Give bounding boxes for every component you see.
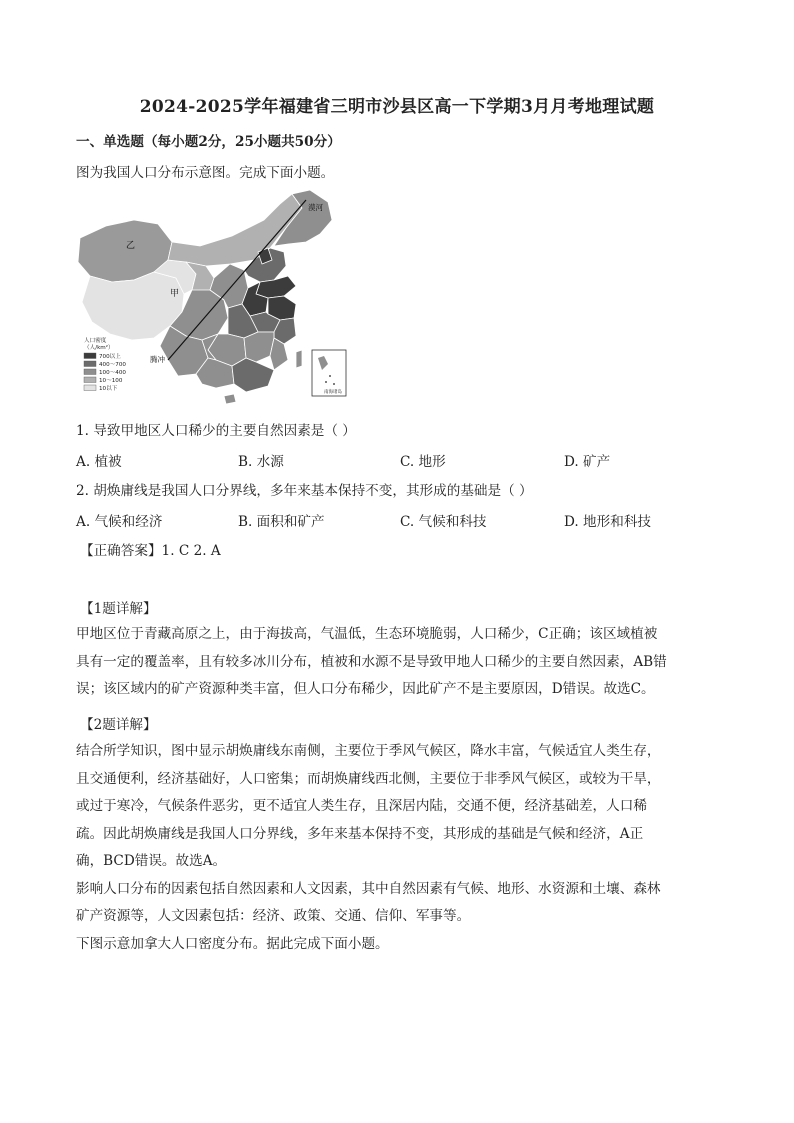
legend-label: 100～400 (99, 370, 126, 376)
legend-swatch (84, 353, 96, 359)
explain-2-body (76, 738, 718, 958)
legend-swatch (84, 369, 96, 375)
region-hainan (224, 394, 236, 404)
explain-1-line: 误；该区域内的矿产资源种类丰富，但人口分布稀少，因此矿产不是主要原因，D错误。故选C。 (76, 681, 655, 697)
explain-2-line: 确，BCD错误。故选A。 (76, 853, 227, 869)
question-1-option-b[interactable]: B. 水源 (238, 454, 284, 470)
explain-2-line: 下图示意加拿大人口密度分布。据此完成下面小题。 (76, 935, 389, 952)
label-tengchong: 腾冲 (150, 355, 165, 364)
region-taiwan (296, 350, 302, 368)
legend-swatch (84, 377, 96, 383)
question-2-stem: 2. 胡焕庸线是我国人口分界线，多年来基本保持不变，其形成的基础是（ ） (76, 483, 533, 499)
explain-1-body (76, 621, 718, 704)
map-legend (84, 336, 126, 392)
question-1-option-d[interactable]: D. 矿产 (564, 454, 611, 470)
label-heihe: 漠河 (308, 203, 323, 212)
region-guangdong (232, 358, 274, 392)
question-1-option-a[interactable]: A. 植被 (76, 454, 122, 470)
intro-text: 图为我国人口分布示意图。完成下面小题。 (76, 165, 335, 181)
label-yi: 乙 (126, 241, 136, 251)
legend-unit: （人/km²） (84, 345, 114, 351)
answer-line: 【正确答案】1. C 2. A (80, 543, 221, 559)
legend-label: 700以上 (99, 354, 121, 360)
explain-2-line: 疏。因此胡焕庸线是我国人口分界线，多年来基本保持不变，其形成的基础是气候和经济，A正 (76, 825, 644, 842)
section-heading: 一、单选题（每小题2分，25小题共50分） (76, 134, 341, 150)
question-1-option-c[interactable]: C. 地形 (400, 454, 446, 470)
question-1-stem: 1. 导致甲地区人口稀少的主要自然因素是（ ） (76, 423, 356, 439)
page-title: 2024-2025学年福建省三明市沙县区高一下学期3月月考地理试题 (139, 97, 655, 117)
label-jia: 甲 (170, 289, 180, 299)
explain-2-line: 影响人口分布的因素包括自然因素和人文因素，其中自然因素有气候、地形、水资源和土壤、森林 (76, 880, 661, 897)
legend-label: 400～700 (99, 362, 126, 368)
china-population-map (74, 190, 360, 408)
legend-swatch (84, 385, 96, 391)
question-2-option-a[interactable]: A. 气候和经济 (76, 514, 163, 530)
explain-2-heading: 【2题详解】 (80, 717, 157, 733)
region-jiangxi (244, 332, 274, 362)
question-2-option-b[interactable]: B. 面积和矿产 (238, 514, 325, 530)
explain-1-heading: 【1题详解】 (80, 601, 157, 617)
legend-label: 10以下 (99, 386, 118, 392)
explain-2-line: 且交通便利，经济基础好，人口密集；而胡焕庸线西北侧，主要位于非季风气候区，或较为干旱， (76, 770, 661, 787)
south-china-sea-inset (312, 350, 346, 396)
question-2-option-d[interactable]: D. 地形和科技 (564, 514, 652, 530)
explain-2-line: 矿产资源等，人文因素包括：经济、政策、交通、信仰、军事等。 (76, 908, 471, 924)
legend-title: 人口密度 (84, 338, 107, 344)
explain-2-line: 或过于寒冷，气候条件恶劣，更不适宜人类生存，且深居内陆，交通不便，经济基础差，人口稀 (76, 798, 647, 814)
explain-1-line: 具有一定的覆盖率，且有较多冰川分布，植被和水源不是导致甲地人口稀少的主要自然因素，AB错 (76, 653, 667, 670)
explain-2-line: 结合所学知识，图中显示胡焕庸线东南侧，主要位于季风气候区，降水丰富，气候适宜人类生存， (76, 743, 661, 759)
legend-label: 10～100 (99, 378, 123, 384)
question-2-option-c[interactable]: C. 气候和科技 (400, 514, 487, 530)
legend-swatch (84, 361, 96, 367)
inset-label: 南海诸岛 (324, 390, 342, 395)
explain-1-line: 甲地区位于青藏高原之上，由于海拔高，气温低，生态环境脆弱，人口稀少，C正确；该区域植被 (76, 626, 658, 642)
